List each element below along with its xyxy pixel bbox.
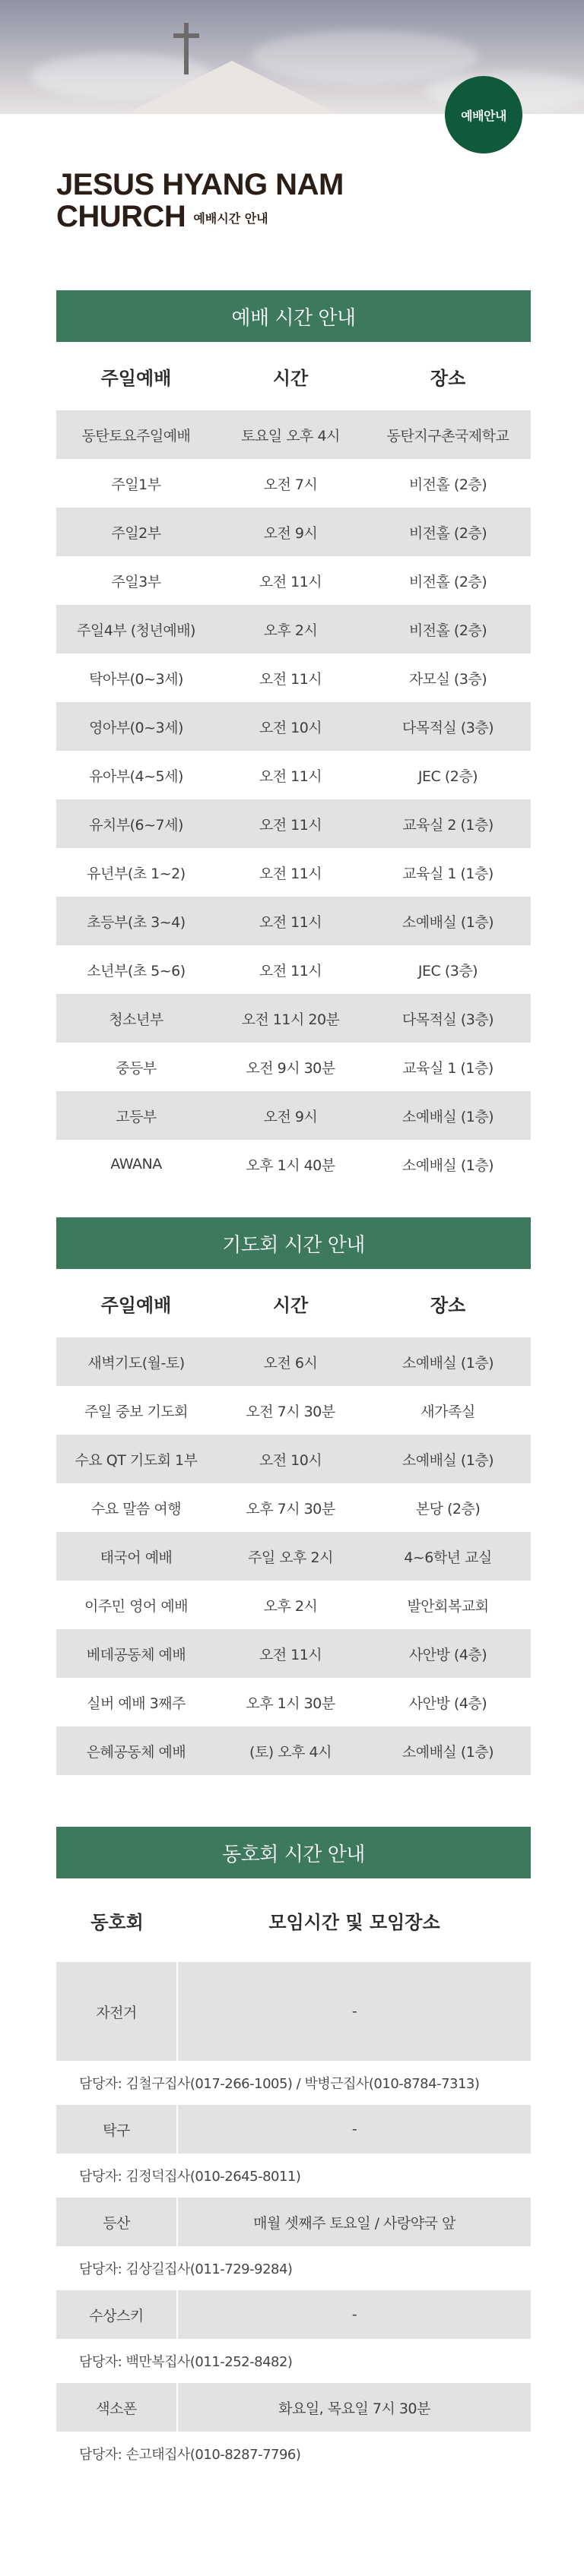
club-schedule: 매월 셋째주 토요일 / 사랑약국 앞 xyxy=(178,2198,531,2246)
table-row xyxy=(56,1726,531,1775)
table-row xyxy=(56,945,531,994)
service-location: 교육실 1 (1층) xyxy=(402,1059,494,1077)
service-location: 비전홀 (2층) xyxy=(408,573,487,590)
brand-title-line2-wrap xyxy=(56,201,344,233)
service-name: 유아부(4~5세) xyxy=(89,767,183,785)
service-name: 소년부(초 5~6) xyxy=(87,962,186,979)
club-schedule: 화요일, 목요일 7시 30분 xyxy=(178,2383,531,2432)
service-name: 주일4부 (청년예배) xyxy=(77,622,195,639)
service-time: 오전 9시 30분 xyxy=(246,1059,335,1077)
service-time: 오전 11시 xyxy=(259,913,322,931)
clubs-section xyxy=(56,1827,531,2476)
table-row xyxy=(56,1629,531,1678)
club-contact: 담당자: 손고태집사(010-8287-7796) xyxy=(79,2447,301,2463)
club-name: 등산 xyxy=(56,2198,176,2246)
table-row xyxy=(56,1337,531,1386)
club-row xyxy=(56,2290,531,2339)
table-row xyxy=(56,1532,531,1581)
service-name: 이주민 영어 예배 xyxy=(84,1597,189,1615)
table-row xyxy=(56,556,531,605)
service-time: 오후 2시 xyxy=(263,622,318,639)
service-time: 오전 6시 xyxy=(263,1354,318,1372)
table-row xyxy=(56,1435,531,1483)
table-row xyxy=(56,897,531,945)
service-name: 주일2부 xyxy=(111,524,161,542)
service-location: 사안방 (4층) xyxy=(408,1695,487,1712)
service-name: 유년부(초 1~2) xyxy=(87,865,186,882)
service-name: 주일3부 xyxy=(111,573,161,590)
service-time: 오전 9시 xyxy=(263,524,318,542)
club-row xyxy=(56,2198,531,2246)
table-row xyxy=(56,410,531,459)
table-row xyxy=(56,702,531,751)
service-time: 오후 1시 40분 xyxy=(246,1157,335,1174)
club-row xyxy=(56,2105,531,2154)
table-row xyxy=(56,848,531,897)
service-name: 실버 예배 3째주 xyxy=(87,1695,186,1712)
club-row xyxy=(56,2383,531,2432)
service-location: 소예배실 (1층) xyxy=(402,1743,494,1761)
service-time: 오후 1시 30분 xyxy=(246,1695,335,1712)
service-time: 오전 11시 xyxy=(259,962,322,979)
column-header: 주일예배 xyxy=(100,367,172,389)
service-time: 오전 11시 xyxy=(259,816,322,834)
brand-title-line2: CHURCH xyxy=(56,200,186,233)
service-time: 오후 2시 xyxy=(263,1597,318,1615)
worship-column-headers xyxy=(56,342,531,410)
cross-icon xyxy=(184,23,189,74)
service-name: 수요 QT 기도회 1부 xyxy=(75,1451,198,1469)
service-name: 영아부(0~3세) xyxy=(89,719,183,736)
table-row xyxy=(56,1678,531,1726)
service-name: 주일 중보 기도회 xyxy=(84,1403,189,1420)
service-location: 교육실 1 (1층) xyxy=(402,865,494,882)
service-time: 오전 11시 xyxy=(259,573,322,590)
table-row xyxy=(56,994,531,1043)
prayer-section xyxy=(56,1217,531,1775)
table-row xyxy=(56,1483,531,1532)
club-row xyxy=(56,1962,531,2061)
service-time: 오전 11시 xyxy=(259,1646,322,1663)
service-location: JEC (3층) xyxy=(417,962,478,979)
service-location: 소예배실 (1층) xyxy=(402,1451,494,1469)
column-header: 장소 xyxy=(430,367,466,389)
service-location: 발안회복교회 xyxy=(407,1597,489,1615)
club-schedule: - xyxy=(178,2290,531,2339)
service-name: 베데공동체 예배 xyxy=(86,1646,186,1663)
service-location: 다목적실 (3층) xyxy=(402,1011,494,1028)
service-location: 4~6학년 교실 xyxy=(404,1549,492,1566)
column-header: 장소 xyxy=(430,1294,466,1316)
clubs-column-headers xyxy=(56,1878,531,1962)
club-name: 탁구 xyxy=(56,2105,176,2154)
table-row xyxy=(56,1043,531,1091)
worship-section xyxy=(56,290,531,1188)
service-time: 오전 11시 xyxy=(259,865,322,882)
service-time: 오전 11시 xyxy=(259,767,322,785)
service-name: 동탄토요주일예배 xyxy=(81,427,191,445)
service-time: 오전 7시 30분 xyxy=(246,1403,335,1420)
service-location: 비전홀 (2층) xyxy=(408,622,487,639)
service-time: 오전 11시 20분 xyxy=(241,1011,340,1028)
prayer-section-title: 기도회 시간 안내 xyxy=(56,1217,531,1269)
club-name: 색소폰 xyxy=(56,2383,176,2432)
service-time: (토) 오후 4시 xyxy=(249,1743,332,1761)
service-location: 본당 (2층) xyxy=(415,1500,481,1517)
service-location: 사안방 (4층) xyxy=(408,1646,487,1663)
service-location: 다목적실 (3층) xyxy=(402,719,494,736)
column-header: 시간 xyxy=(272,1294,309,1316)
table-row xyxy=(56,1140,531,1188)
service-name: 탁아부(0~3세) xyxy=(89,670,183,688)
brand-subtitle: 예배시간 안내 xyxy=(193,211,268,226)
church-roof-image xyxy=(110,61,354,114)
worship-guide-badge: 예배안내 xyxy=(445,76,522,153)
service-name: 새벽기도(월-토) xyxy=(87,1354,185,1372)
table-row xyxy=(56,799,531,848)
service-name: 수요 말씀 여행 xyxy=(90,1500,182,1517)
service-name: 유치부(6~7세) xyxy=(89,816,183,834)
service-time: 오전 7시 xyxy=(263,476,318,493)
club-schedule: - xyxy=(178,2105,531,2154)
service-name: 태국어 예배 xyxy=(100,1549,173,1566)
service-location: 소예배실 (1층) xyxy=(402,1108,494,1125)
table-row xyxy=(56,605,531,653)
service-time: 주일 오후 2시 xyxy=(248,1549,333,1566)
table-row xyxy=(56,653,531,702)
service-time: 토요일 오후 4시 xyxy=(241,427,340,445)
service-time: 오후 7시 30분 xyxy=(246,1500,335,1517)
clubs-table-body xyxy=(56,1962,531,2476)
service-time: 오전 9시 xyxy=(263,1108,318,1125)
worship-table-body xyxy=(56,410,531,1188)
column-header: 시간 xyxy=(272,367,309,389)
service-location: 교육실 2 (1층) xyxy=(402,816,494,834)
service-name: 은혜공동체 예배 xyxy=(86,1743,186,1761)
column-header: 모임시간 및 모임장소 xyxy=(268,1911,440,1933)
service-location: 새가족실 xyxy=(421,1403,475,1420)
service-location: 동탄지구촌국제학교 xyxy=(386,427,509,445)
service-name: 고등부 xyxy=(116,1108,157,1125)
table-row xyxy=(56,1386,531,1435)
club-name: 자전거 xyxy=(56,1962,176,2061)
prayer-table-body xyxy=(56,1337,531,1775)
table-row xyxy=(56,1091,531,1140)
service-location: 소예배실 (1층) xyxy=(402,1157,494,1174)
service-name: AWANA xyxy=(110,1156,162,1172)
service-location: 비전홀 (2층) xyxy=(408,476,487,493)
service-time: 오전 11시 xyxy=(259,670,322,688)
column-header: 주일예배 xyxy=(100,1294,172,1316)
service-location: 비전홀 (2층) xyxy=(408,524,487,542)
club-name: 수상스키 xyxy=(56,2290,176,2339)
table-row xyxy=(56,1581,531,1629)
column-header: 동호회 xyxy=(90,1911,144,1933)
service-location: 소예배실 (1층) xyxy=(402,913,494,931)
service-time: 오전 10시 xyxy=(259,1451,322,1469)
table-row xyxy=(56,459,531,508)
table-row xyxy=(56,751,531,799)
brand-title-line1: JESUS HYANG NAM xyxy=(56,168,344,201)
club-contact: 담당자: 김상길집사(011-729-9284) xyxy=(79,2261,293,2277)
service-name: 주일1부 xyxy=(111,476,161,493)
service-name: 중등부 xyxy=(116,1059,157,1077)
worship-section-title: 예배 시간 안내 xyxy=(56,290,531,342)
church-brand xyxy=(56,169,344,233)
club-contact: 담당자: 김철구집사(017-266-1005) / 박병근집사(010-8784-7313) xyxy=(79,2076,480,2092)
service-location: JEC (2층) xyxy=(417,767,478,785)
prayer-column-headers xyxy=(56,1269,531,1337)
clubs-section-title: 동호회 시간 안내 xyxy=(56,1827,531,1878)
club-contact: 담당자: 백만복집사(011-252-8482) xyxy=(79,2354,293,2370)
cross-icon xyxy=(173,33,199,38)
table-row xyxy=(56,508,531,556)
club-schedule: - xyxy=(178,1962,531,2061)
service-location: 소예배실 (1층) xyxy=(402,1354,494,1372)
service-name: 청소년부 xyxy=(109,1011,163,1028)
club-contact: 담당자: 김정덕집사(010-2645-8011) xyxy=(79,2169,301,2185)
service-name: 초등부(초 3~4) xyxy=(87,913,186,931)
service-location: 자모실 (3층) xyxy=(408,670,487,688)
service-time: 오전 10시 xyxy=(259,719,322,736)
